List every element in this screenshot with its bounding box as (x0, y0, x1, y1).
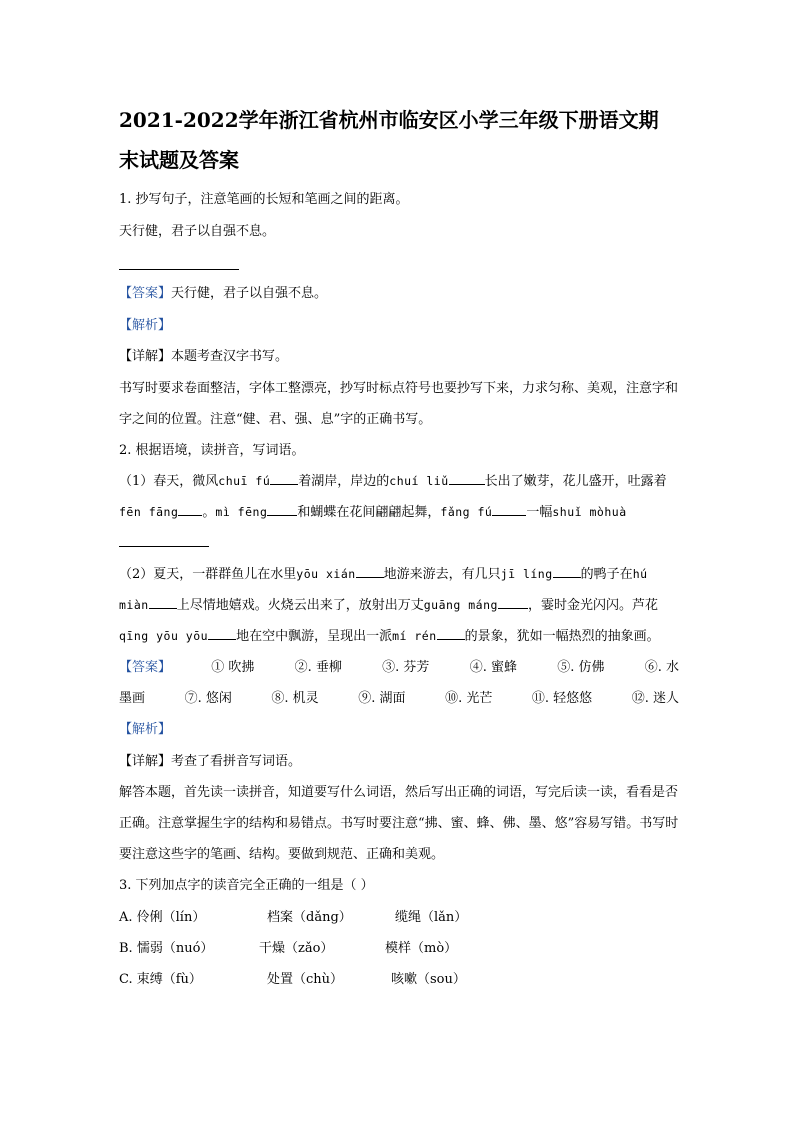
answer-item: ⑨. 湖面 (358, 691, 406, 706)
pinyin: chuí liǔ (389, 474, 449, 488)
text: 着湖岸，岸边的 (298, 474, 390, 489)
pinyin: hú miàn (119, 567, 648, 612)
pinyin: jī líng (500, 567, 553, 581)
option-word: 缆绳（lǎn） (395, 909, 468, 925)
text: 和蝴蝶在花间翩翩起舞， (297, 505, 441, 520)
option-word: 干燥（zǎo） (259, 940, 334, 956)
detail-tag: 【详解】 (119, 753, 172, 769)
answer-item: ⑩. 光芒 (445, 691, 493, 706)
pinyin: shuǐ mò (552, 505, 605, 519)
answer-tag: 【答案】 (119, 660, 172, 675)
pinyin: qīng yōu yōu (119, 629, 209, 643)
text: 的鸭子 (580, 567, 620, 582)
answer-item: ⑤. 仿佛 (557, 660, 605, 675)
option-word: B. 懦弱（nuó） (119, 940, 214, 956)
blank (356, 565, 384, 578)
q1-answer-text: 天行健，君子以自强不息。 (171, 286, 328, 301)
document-page (119, 100, 679, 995)
answer-item: ②. 垂柳 (294, 660, 342, 675)
q1-jiexi-tag: 【解析】 (119, 317, 172, 333)
answer-item: ④. 蜜蜂 (469, 660, 517, 675)
answer-item: ⑥. 水 (644, 660, 679, 675)
text: 在 (619, 567, 633, 582)
answer-item: ① 吹拂 (211, 660, 255, 675)
blank (267, 503, 297, 516)
answer-item: 墨画 (119, 691, 146, 706)
text: （1）春天，微风 (119, 474, 219, 489)
text: 上尽情地嬉戏。火烧云出来了，放射出万丈 (176, 598, 424, 613)
document-title (119, 100, 679, 180)
option-word: A. 伶俐（lín） (119, 909, 206, 925)
blank (492, 503, 526, 516)
q1-stem: 1. 抄写句子，注意笔画的长短和笔画之间的距离。 (119, 192, 409, 207)
q1-explain: 书写时要求卷面整洁，字体工整漂亮，抄写时标点符号也要抄写下来，力求匀称、美观，注意字和字之间的位置。注意“健、君、强、息”字的正确书写。 (119, 380, 679, 427)
answer-item: ③. 芬芳 (382, 660, 430, 675)
detail-tag: 【详解】 (119, 349, 172, 364)
pinyin: mì fēng (215, 505, 268, 519)
q2-explain: 解答本题，首先读一读拼音，知道要写什么词语，然后写出正确的词语，写完后读一读，看看是否正确。注意掌握生字的结构和易错点。书写时要注意“拂、蜜、蜂、佛、墨、悠”容易写错。书写时要注意这些字的笔画、结构。要做到规范、正确和美观。 (119, 785, 679, 862)
q2-paragraph-1 (119, 466, 679, 559)
blank (208, 627, 236, 640)
blank (149, 596, 177, 609)
option-word: 处置（chù） (267, 971, 344, 987)
q2-detail-text: 考查了看拼音写词语。 (171, 753, 302, 769)
title-line-1: 2021-2022学年浙江省杭州市临安区小学三年级下册语文期 (119, 108, 659, 132)
pinyin: fǎng fú (440, 505, 493, 519)
text: 地在空中飘游，呈现出一派 (236, 629, 393, 644)
q1-answer-line (119, 247, 239, 270)
blank (270, 472, 298, 485)
text: 长出了嫩芽，花儿盛开，吐 (484, 474, 641, 489)
q3-option-a (119, 902, 679, 933)
blank (553, 565, 581, 578)
text: （2）夏天，一群群鱼儿在水里 (119, 567, 297, 582)
blank (498, 596, 528, 609)
blank (437, 627, 465, 640)
q2-answer-row-2 (119, 683, 679, 714)
q2-answer-row-1 (119, 652, 679, 683)
text: ，霎时金光 (527, 598, 593, 613)
q1-answer (119, 278, 679, 310)
text: 。 (202, 505, 216, 520)
answer-item: ⑦. 悠闲 (184, 691, 232, 706)
text: 闪闪。芦花 (592, 598, 658, 613)
option-word: 档案（dǎng） (267, 909, 352, 925)
answer-item: ⑧. 机灵 (271, 691, 319, 706)
q3-stem: 3. 下列加点字的读音完全正确的一组是（ ） (119, 878, 374, 893)
pinyin: guāng máng (423, 598, 498, 612)
option-word: C. 束缚（fù） (119, 971, 202, 987)
option-word: 咳嗽（sou） (391, 971, 466, 987)
text: 一幅 (526, 505, 553, 520)
pinyin: yōu xián (296, 567, 356, 581)
blank (119, 534, 209, 547)
answer-item: ⑪. 轻悠悠 (531, 691, 593, 706)
text: 的景象，犹如一幅 (464, 629, 569, 644)
q1-detail-text: 本题考查汉字书写。 (171, 349, 289, 364)
q3-option-b (119, 933, 679, 964)
q2-jiexi-tag: 【解析】 (119, 722, 172, 737)
blank (178, 503, 202, 516)
q3-option-c (119, 964, 679, 995)
q2-paragraph-2 (119, 559, 679, 652)
pinyin: fēn fāng (119, 505, 179, 519)
answer-tag: 【答案】 (119, 286, 172, 301)
pinyin: mí rén (392, 629, 437, 643)
pinyin: chuī fú (218, 474, 271, 488)
text: 地游来游去，有几只 (383, 567, 501, 582)
option-word: 模样（mò） (385, 940, 458, 956)
q1-sentence: 天行健，君子以自强不息。 (119, 223, 276, 239)
answer-item: ⑫. 迷人 (631, 691, 679, 706)
q2-stem: 2. 根据语境，读拼音，写词语。 (119, 442, 305, 458)
blank (449, 472, 485, 485)
text: 热烈的抽象画。 (568, 629, 660, 644)
q1-detail (119, 341, 679, 373)
q2-detail (119, 746, 679, 778)
text: 露着 (640, 474, 667, 489)
pinyin: huà (604, 505, 627, 519)
title-line-2: 末试题及答案 (119, 148, 239, 172)
